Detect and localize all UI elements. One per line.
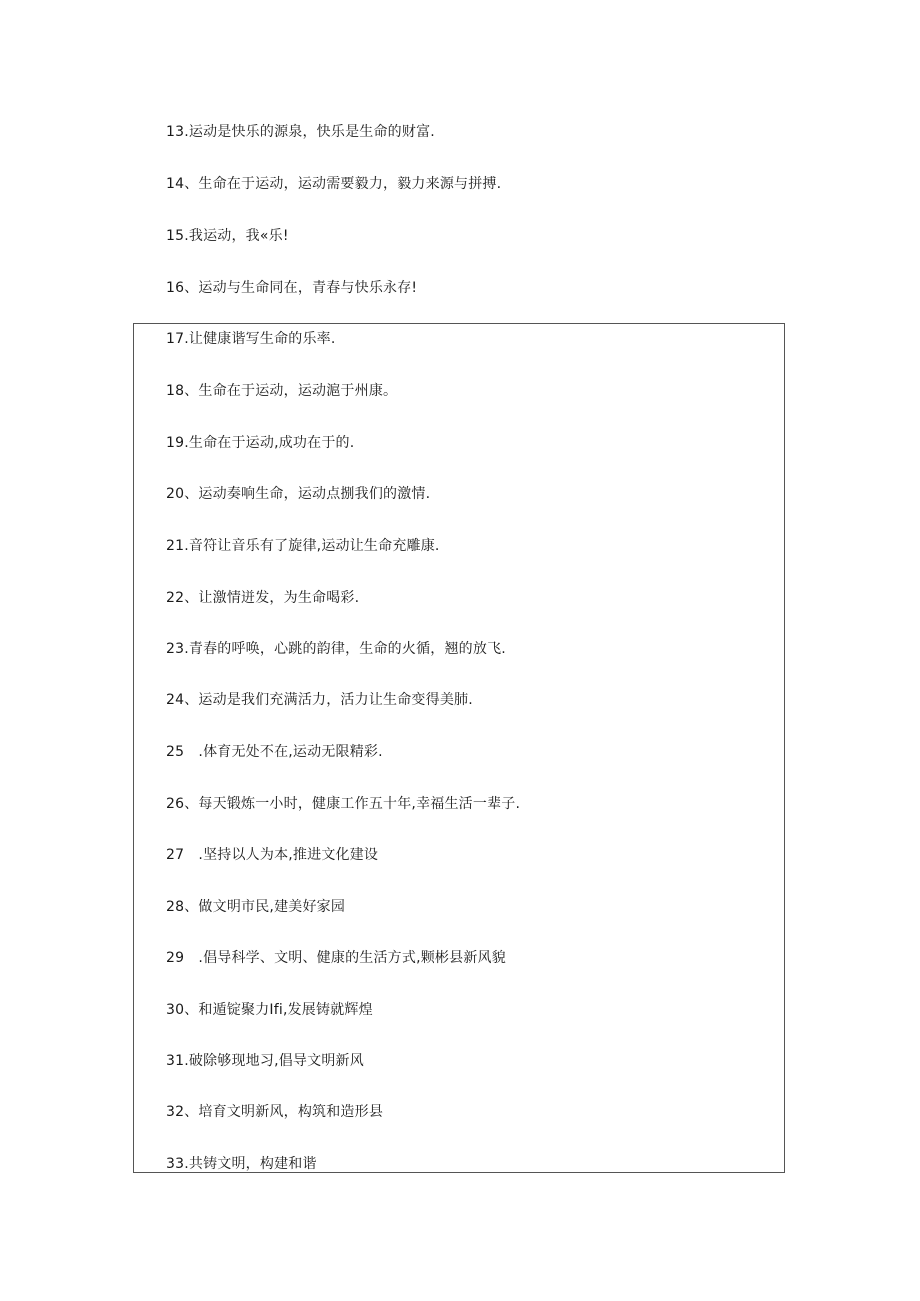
slogan-line: 24、运动是我们充满活力，活力让生命变得美肺. (166, 692, 473, 708)
slogan-line: 21.音符让音乐有了旋律,运动让生命充雕康. (166, 538, 440, 554)
slogan-line: 32、培育文明新风，构筑和造形县 (166, 1104, 384, 1120)
slogan-line: 26、每天锻炼一小时，健康工作五十年,幸福生活一辈子. (166, 796, 521, 812)
slogan-line: 15.我运动，我«乐! (166, 228, 289, 244)
slogan-line: 31.破除够现地习,倡导文明新风 (166, 1053, 364, 1069)
slogan-line: 23.青春的呼唤，心跳的韵律，生命的火循，翘的放飞. (166, 641, 506, 657)
slogan-line: 28、做文明市民,建美好家园 (166, 899, 346, 915)
slogan-line: 29 .倡导科学、文明、健康的生活方式,颗彬县新风貌 (166, 950, 506, 966)
slogan-line: 13.运动是快乐的源泉，快乐是生命的财富. (166, 124, 435, 140)
slogan-line: 20、运动奏响生命，运动点捌我们的激情. (166, 486, 431, 502)
slogan-line: 30、和遁锭聚力Ifi,发展铸就辉煌 (166, 1002, 373, 1018)
slogan-line: 18、生命在于运动，运动滬于州康。 (166, 383, 398, 399)
slogan-line: 33.共铸文明，构建和谐 (166, 1156, 317, 1172)
slogan-line: 17.让健康谐写生命的乐率. (166, 331, 336, 347)
slogan-line: 14、生命在于运动，运动需要毅力，毅力来源与拼搏. (166, 176, 502, 192)
slogan-line: 22、让激情迸发，为生命喝彩. (166, 590, 360, 606)
slogan-line: 25 .体育无处不在,运动无限精彩. (166, 744, 383, 760)
slogan-line: 16、运动与生命同在，青春与快乐永存! (166, 280, 418, 296)
slogan-line: 19.生命在于运动,成功在于的. (166, 435, 355, 451)
slogan-line: 27 .坚持以人为本,推进文化建设 (166, 847, 379, 863)
